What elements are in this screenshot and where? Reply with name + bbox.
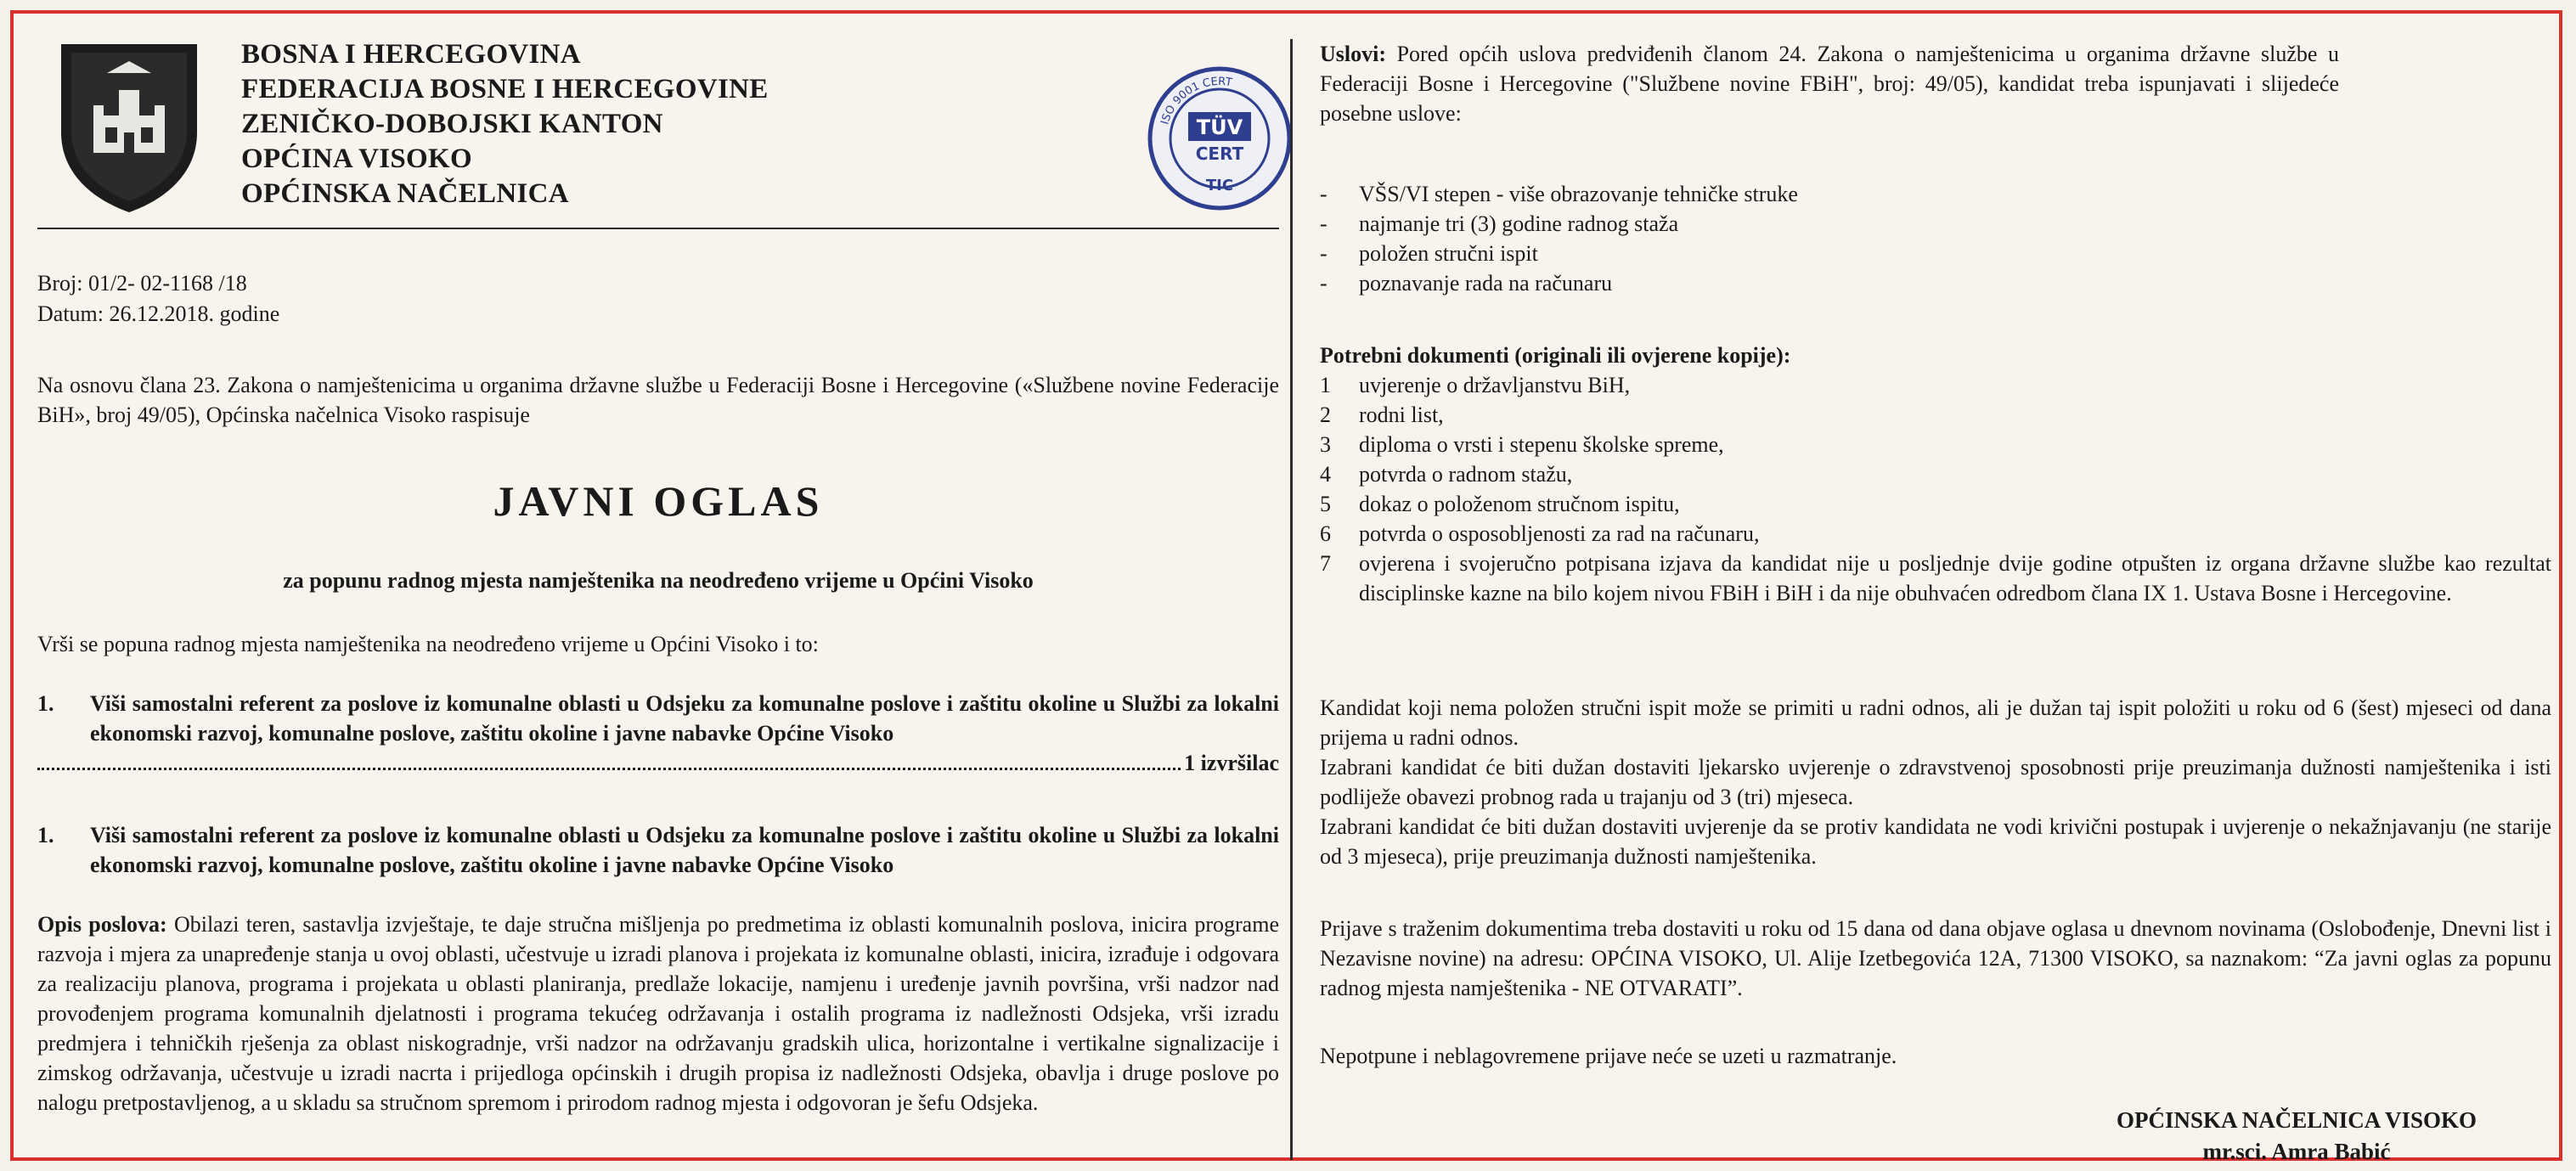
list-item: - najmanje tri (3) godine radnog staža bbox=[1320, 211, 1679, 236]
coat-of-arms-icon bbox=[53, 39, 206, 217]
svg-text:TIC: TIC bbox=[1205, 177, 1234, 194]
conditions-text: Pored općih uslova predviđenih članom 24. Zakona o namještenicima u organima državne službe u Federaciji Bosne i Hercegovine ("Službene novine FBiH", broj: 49/05), kandidat treba ispunjavati i slijedeće posebne uslove: bbox=[1320, 42, 2339, 126]
header-line: OPĆINA VISOKO bbox=[241, 144, 472, 174]
header-line: BOSNA I HERCEGOVINA bbox=[241, 39, 581, 70]
page-title: JAVNI OGLAS bbox=[493, 477, 824, 525]
dotted-leader bbox=[37, 768, 1181, 770]
list-item: 3 diploma o vrsti i stepenu školske spreme, bbox=[1320, 432, 1724, 457]
announcement-frame bbox=[10, 10, 2562, 1164]
list-item: 2 rodni list, bbox=[1320, 403, 1444, 427]
institution-header bbox=[241, 37, 769, 211]
header-line: ZENIČKO-DOBOJSKI KANTON bbox=[241, 109, 663, 139]
list-item: 5 dokaz o položenom stručnom ispitu, bbox=[1320, 492, 1680, 516]
documents-list bbox=[1320, 370, 2551, 608]
svg-text:TÜV: TÜV bbox=[1196, 115, 1243, 139]
conditions-paragraph bbox=[1320, 39, 2339, 128]
conditions-list bbox=[1320, 179, 2339, 298]
svg-text:ISO 9001 CERT: ISO 9001 CERT bbox=[1158, 75, 1233, 127]
list-item: - poznavanje rada na računaru bbox=[1320, 271, 1613, 296]
list-item: 1 uvjerenje o državljanstvu BiH, bbox=[1320, 373, 1631, 397]
page-subtitle: za popunu radnog mjesta namještenika na neodređeno vrijeme u Općini Visoko bbox=[283, 568, 1034, 593]
medical-paragraph: Izabrani kandidat će biti dužan dostaviti ljekarsko uvjerenje o zdravstvenoj sposobnosti prije preuzimanja dužnosti namještenika i isti podliježe obavezi probnog rada u trajanju od 3 (tri) mjeseca. bbox=[1320, 755, 2551, 809]
list-item: - položen stručni ispit bbox=[1320, 241, 1538, 266]
svg-text:CERT: CERT bbox=[1195, 144, 1244, 164]
header-divider bbox=[37, 228, 1279, 229]
position-title: Viši samostalni referent za poslove iz komunalne oblasti u Odsjeku za komunalne poslove i zaštitu okoline u Službi za lokalni ekonomski razvoj, komunalne poslove, zaštitu okoline i javne nabavke Općine Visoko bbox=[90, 823, 1279, 877]
position-count: 1 izvršilac bbox=[1184, 751, 1279, 775]
position-number: 1. bbox=[37, 823, 54, 847]
header-line: FEDERACIJA BOSNE I HERCEGOVINE bbox=[241, 74, 769, 104]
vacancy-intro: Vrši se popuna radnog mjesta namještenika na neodređeno vrijeme u Općini Visoko i to: bbox=[37, 632, 819, 656]
intro-paragraph: Na osnovu člana 23. Zakona o namještenicima u organima državne službe u Federaciji Bosne i Hercegovine («Službene novine Federacije BiH», broj 49/05), Općinska načelnica Visoko raspisuje bbox=[37, 373, 1279, 427]
signature-title: OPĆINSKA NAČELNICA VISOKO bbox=[2116, 1107, 2477, 1133]
position-item bbox=[37, 689, 1279, 748]
documents-heading: Potrebni dokumenti (originali ili ovjerene kopije): bbox=[1320, 343, 1791, 368]
signature-block bbox=[2084, 1105, 2509, 1168]
position-count-row bbox=[37, 748, 1279, 778]
conditions-label: Uslovi: bbox=[1320, 42, 1386, 66]
job-description-text: Obilazi teren, sastavlja izvještaje, te daje stručna mišljenja po predmetima iz oblasti komunalnih poslova, inicira programe razvoja i mjera za unapređenje stanja u ovoj oblasti, učestvuje u izradi planova i projekata iz komunalne oblasti, inicira, izrađuje i odgovara za realizaciju planova, programa i projekata u oblasti planiranja, predlaže lokacije, namjenu i uređenje javnih površina, vrši nadzor nad provođenjem programa komunalnih djelatnosti i programa tekućeg održavanja i ostalih programa iz nadležnosti Odsjeka, vrši izradu predmjera i tehničkih rješenja za oblast niskogradnje, vrši nadzor na održavanju gradskih ulica, horizontalne i vertikalne signalizacije i zimskog održavanja, učestvuje u izradi nacrta i prijedloga općinskih i drugih propisa iz nadležnosti Odsjeka, obavlja i druge poslove po nalogu pretpostavljenog, a u skladu sa stručnom spremom i prirodom radnog mjesta i odgovoran je šefu Odsjeka. bbox=[37, 912, 1279, 1115]
submission-paragraph: Prijave s traženim dokumentima treba dostaviti u roku od 15 dana od dana objave oglasa u dnevnom novinama (Oslobođenje, Dnevni list i Nezavisne novine) na adresu: OPĆINA VISOKO, Ul. Alije Izetbegovića 12A, 71300 VISOKO, sa naznakom: “Za javni oglas za popunu radnog mjesta namještenika - NE OTVARATI”. bbox=[1320, 916, 2551, 1000]
position-number: 1. bbox=[37, 691, 54, 716]
list-item: 6 potvrda o osposobljenosti za rad na računaru, bbox=[1320, 521, 1760, 546]
reference-number: Broj: 01/2- 02-1168 /18 bbox=[37, 271, 247, 296]
reference-date: Datum: 26.12.2018. godine bbox=[37, 301, 280, 326]
job-description bbox=[37, 909, 1279, 1118]
list-item: 4 potvrda o radnom stažu, bbox=[1320, 462, 1573, 487]
position-item bbox=[37, 820, 1279, 880]
list-item: - VŠS/VI stepen - više obrazovanje tehničke struke bbox=[1320, 182, 1798, 206]
column-divider bbox=[1290, 39, 1293, 1160]
position-title: Viši samostalni referent za poslove iz komunalne oblasti u Odsjeku za komunalne poslove i zaštitu okoline u Službi za lokalni ekonomski razvoj, komunalne poslove, zaštitu okoline i javne nabavke Općine Visoko bbox=[90, 691, 1279, 746]
exam-paragraph: Kandidat koji nema položen stručni ispit može se primiti u radni odnos, ali je dužan taj ispit položiti u roku od 6 (šest) mjeseci od dana prijema u radni odnos. bbox=[1320, 695, 2551, 750]
list-item: 7 ovjerena i svojeručno potpisana izjava da kandidat nije u posljednje dvije godine otpušten iz organa državne službe kao rezultat disciplinske kazne na bilo kojem nivou FBiH i BiH i da nije obuhvaćen odredbom člana IX 1. Ustava Bosne i Hercegovine. bbox=[1320, 551, 2551, 605]
incomplete-applications-note: Nepotpune i neblagovremene prijave neće se uzeti u razmatranje. bbox=[1320, 1044, 1897, 1068]
criminal-record-paragraph: Izabrani kandidat će biti dužan dostaviti uvjerenje da se protiv kandidata ne vodi krivični postupak i uvjerenje o nekažnjavanju (ne starije od 3 mjeseca), prije preuzimanja dužnosti namještenika. bbox=[1320, 814, 2551, 869]
signature-name: mr.sci. Amra Babić bbox=[2202, 1139, 2391, 1164]
header-line: OPĆINSKA NAČELNICA bbox=[241, 178, 569, 209]
job-description-label: Opis poslova: bbox=[37, 912, 167, 937]
certificate-seal-icon bbox=[1146, 65, 1294, 213]
